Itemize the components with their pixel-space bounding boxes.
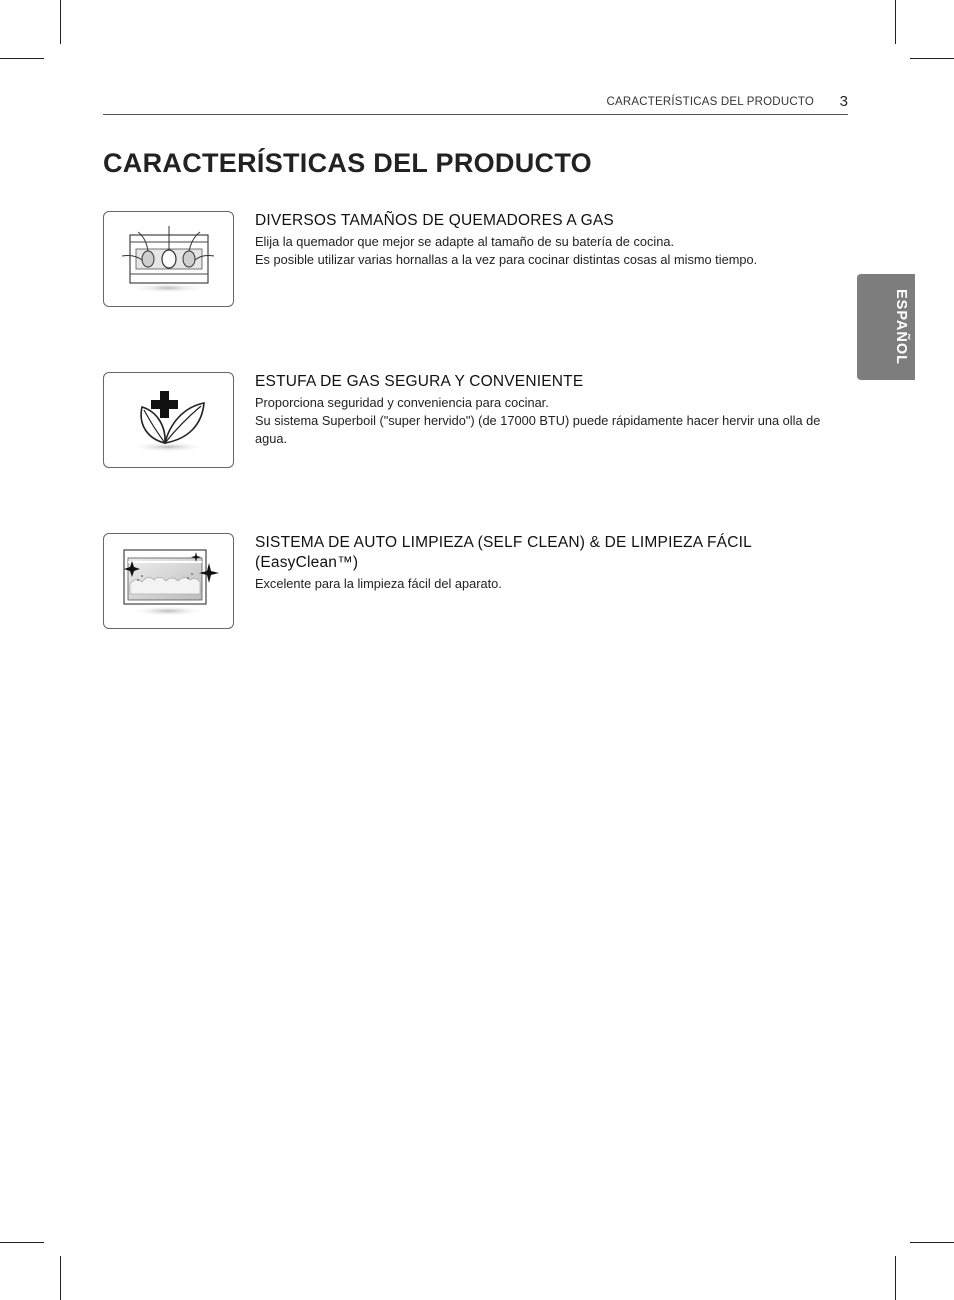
- burner-knobs-icon: [104, 212, 233, 306]
- crop-mark: [0, 58, 44, 59]
- crop-mark: [60, 1256, 61, 1300]
- crop-mark: [895, 0, 896, 44]
- feature-heading: DIVERSOS TAMAÑOS DE QUEMADORES A GAS: [255, 212, 614, 229]
- crop-mark: [60, 0, 61, 44]
- feature-description-line: Es posible utilizar varias hornallas a la vez para cocinar distintas cosas al mismo tiempo.: [255, 252, 758, 267]
- safety-cross-leaves-icon: [104, 373, 233, 467]
- feature-text: [255, 372, 851, 448]
- feature-description-line: Excelente para la limpieza fácil del aparato.: [255, 576, 502, 591]
- crop-mark: [895, 1256, 896, 1300]
- feature-text: [255, 211, 851, 269]
- page-number: 3: [839, 93, 848, 110]
- running-header: [103, 95, 848, 115]
- feature-icon-frame: [103, 211, 234, 307]
- feature-description-line: Elija la quemador que mejor se adapte al tamaño de su batería de cocina.: [255, 234, 675, 249]
- feature-description-line: Proporciona seguridad y conveniencia para cocinar.: [255, 395, 549, 410]
- running-header-title: CARACTERÍSTICAS DEL PRODUCTO: [606, 96, 814, 108]
- feature-text: [255, 533, 851, 593]
- crop-mark: [910, 58, 954, 59]
- feature-icon-frame: [103, 372, 234, 468]
- language-tab: [857, 274, 915, 380]
- oven-sparkle-clean-icon: [104, 534, 233, 628]
- page-title: CARACTERÍSTICAS DEL PRODUCTO: [103, 148, 592, 178]
- feature-heading: SISTEMA DE AUTO LIMPIEZA (SELF CLEAN) & DE LIMPIEZA FÁCIL (EasyClean™): [255, 534, 752, 571]
- feature-description-line: Su sistema Superboil ("super hervido") (de 17000 BTU) puede rápidamente hacer hervir una olla de agua.: [255, 413, 821, 446]
- feature-icon-frame: [103, 533, 234, 629]
- crop-mark: [0, 1242, 44, 1243]
- feature-heading: ESTUFA DE GAS SEGURA Y CONVENIENTE: [255, 373, 584, 390]
- crop-mark: [910, 1242, 954, 1243]
- language-tab-label: ESPAÑOL: [893, 288, 909, 366]
